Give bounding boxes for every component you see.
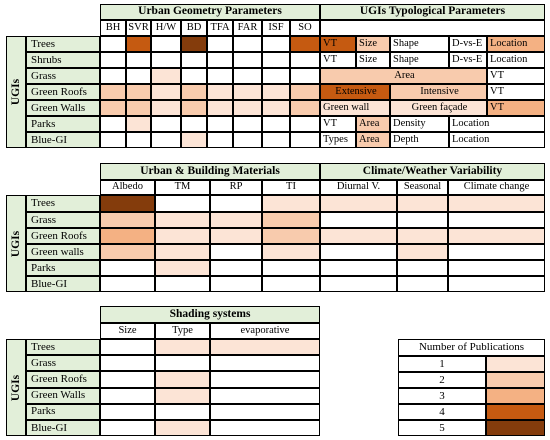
- t3-value-cell: [210, 339, 320, 355]
- t2-row-label: Parks: [26, 260, 100, 276]
- t3-value-cell: [210, 371, 320, 387]
- t3-value-cell: [210, 388, 320, 404]
- t1-typo-cell: Area: [356, 116, 390, 132]
- t1-typo-cell: Location: [449, 116, 545, 132]
- t1-value-cell: [233, 52, 262, 68]
- t3-value-cell: [155, 388, 210, 404]
- t2-value-cell: [262, 195, 320, 212]
- t2-value-cell: [397, 228, 448, 244]
- t1-value-cell: [233, 84, 262, 100]
- legend-item-label: 3: [398, 388, 486, 404]
- t1-typo-cell: Location: [487, 36, 545, 52]
- t2-group2-title: Climate/Weather Variability: [320, 163, 545, 180]
- t1-col-header: BH: [100, 20, 126, 36]
- t2-value-cell: [397, 195, 448, 212]
- t3-row-label: Green Roofs: [26, 371, 100, 387]
- legend-item-label: 4: [398, 404, 486, 420]
- t2-value-cell: [448, 276, 545, 292]
- t1-value-cell: [290, 100, 320, 116]
- t2-value-cell: [320, 212, 397, 228]
- t2-row-label: Grass: [26, 212, 100, 228]
- t1-value-cell: [151, 84, 181, 100]
- t1-value-cell: [151, 116, 181, 132]
- t1-typo-cell: Location: [449, 132, 545, 148]
- t1-value-cell: [100, 84, 126, 100]
- t3-col-header: Type: [155, 323, 210, 339]
- t1-value-cell: [207, 68, 233, 84]
- t2-value-cell: [155, 212, 210, 228]
- t1-value-cell: [207, 36, 233, 52]
- legend-item-label: 1: [398, 356, 486, 372]
- t1-typo-cell: Shape: [390, 52, 449, 68]
- t1-value-cell: [233, 36, 262, 52]
- legend-swatch: [486, 420, 545, 436]
- t3-value-cell: [155, 371, 210, 387]
- t1-value-cell: [262, 84, 290, 100]
- t2-value-cell: [155, 260, 210, 276]
- t2-col-header: RP: [210, 180, 262, 195]
- t2-value-cell: [155, 195, 210, 212]
- t2-value-cell: [320, 228, 397, 244]
- t1-value-cell: [181, 36, 207, 52]
- t1-value-cell: [151, 52, 181, 68]
- t3-value-cell: [100, 420, 155, 436]
- t1-row-label: Shrubs: [26, 52, 100, 68]
- t1-value-cell: [126, 36, 151, 52]
- t1-typo-cell: Area: [320, 68, 487, 84]
- t1-value-cell: [207, 100, 233, 116]
- t1-value-cell: [262, 100, 290, 116]
- legend-swatch: [486, 404, 545, 420]
- t1-value-cell: [290, 52, 320, 68]
- t3-title: Shading systems: [100, 306, 320, 323]
- t2-ugis-label-cell: [6, 195, 26, 292]
- t1-typo-cell: VT: [487, 68, 545, 84]
- t2-value-cell: [100, 244, 155, 260]
- t2-col-header: TI: [262, 180, 320, 195]
- t1-value-cell: [233, 132, 262, 148]
- t2-value-cell: [320, 244, 397, 260]
- t3-value-cell: [100, 404, 155, 420]
- t1-typo-cell: Size: [356, 52, 390, 68]
- ugis-label: UGIs: [10, 230, 23, 257]
- t3-value-cell: [155, 355, 210, 371]
- t1-col-header: FAR: [233, 20, 262, 36]
- t2-value-cell: [397, 212, 448, 228]
- t3-row-label: Green Walls: [26, 388, 100, 404]
- t1-row-label: Parks: [26, 116, 100, 132]
- t2-value-cell: [448, 228, 545, 244]
- t1-value-cell: [207, 116, 233, 132]
- t3-value-cell: [100, 388, 155, 404]
- t2-value-cell: [448, 260, 545, 276]
- t2-value-cell: [210, 195, 262, 212]
- t2-value-cell: [320, 276, 397, 292]
- t1-value-cell: [290, 36, 320, 52]
- t3-value-cell: [100, 371, 155, 387]
- t1-value-cell: [262, 52, 290, 68]
- t1-value-cell: [262, 116, 290, 132]
- t1-typo-cell: Types: [320, 132, 356, 148]
- t1-value-cell: [151, 132, 181, 148]
- legend-swatch: [486, 356, 545, 372]
- t1-value-cell: [181, 84, 207, 100]
- t1-ugis-label-cell: [6, 36, 26, 148]
- t3-value-cell: [155, 339, 210, 355]
- t1-row-label: Grass: [26, 68, 100, 84]
- t1-typo-cell: Intensive: [390, 84, 487, 100]
- t2-value-cell: [210, 228, 262, 244]
- t3-value-cell: [155, 420, 210, 436]
- t2-value-cell: [397, 260, 448, 276]
- t2-col-header: TM: [155, 180, 210, 195]
- t1-typo-cell: Green façade: [390, 100, 487, 116]
- t1-value-cell: [181, 52, 207, 68]
- t1-typo-cell: VT: [320, 52, 356, 68]
- legend-swatch: [486, 388, 545, 404]
- t1-value-cell: [181, 68, 207, 84]
- t1-typo-cell: VT: [320, 116, 356, 132]
- t1-value-cell: [126, 132, 151, 148]
- t2-value-cell: [320, 195, 397, 212]
- t1-value-cell: [207, 52, 233, 68]
- t2-value-cell: [262, 228, 320, 244]
- t1-value-cell: [100, 132, 126, 148]
- t3-value-cell: [155, 404, 210, 420]
- t3-value-cell: [210, 420, 320, 436]
- t1-value-cell: [151, 68, 181, 84]
- t1-value-cell: [126, 116, 151, 132]
- ugis-label: UGIs: [10, 78, 23, 106]
- t2-value-cell: [262, 212, 320, 228]
- t2-row-label: Trees: [26, 195, 100, 212]
- t1-value-cell: [233, 116, 262, 132]
- t1-value-cell: [151, 100, 181, 116]
- t2-value-cell: [210, 212, 262, 228]
- t1-typo-subhead: [320, 20, 545, 36]
- t1-typo-cell: VT: [320, 36, 356, 52]
- t2-group1-title: Urban & Building Materials: [100, 163, 320, 180]
- t2-value-cell: [100, 228, 155, 244]
- legend-title: Number of Publications: [398, 339, 545, 356]
- t1-value-cell: [262, 132, 290, 148]
- t2-col-header: Albedo: [100, 180, 155, 195]
- t1-value-cell: [151, 36, 181, 52]
- t2-value-cell: [448, 212, 545, 228]
- t1-value-cell: [181, 116, 207, 132]
- t1-value-cell: [181, 132, 207, 148]
- ugis-label: UGIs: [10, 374, 23, 401]
- t1-typo-cell: Green wall: [320, 100, 390, 116]
- t2-col-header: Diurnal V.: [320, 180, 397, 195]
- t1-value-cell: [100, 68, 126, 84]
- t1-col-header: H/W: [151, 20, 181, 36]
- t1-col-header: ISF: [262, 20, 290, 36]
- t1-typo-cell: D-vs-E: [449, 52, 487, 68]
- t2-value-cell: [100, 260, 155, 276]
- t1-row-label: Trees: [26, 36, 100, 52]
- t2-value-cell: [100, 276, 155, 292]
- t1-value-cell: [207, 132, 233, 148]
- t1-group1-title: Urban Geometry Parameters: [100, 4, 320, 20]
- t1-value-cell: [262, 68, 290, 84]
- t2-row-label: Green walls: [26, 244, 100, 260]
- t1-typo-cell: Area: [356, 132, 390, 148]
- legend-swatch: [486, 372, 545, 388]
- t1-value-cell: [290, 84, 320, 100]
- t2-value-cell: [448, 244, 545, 260]
- t1-row-label: Green Walls: [26, 100, 100, 116]
- t2-value-cell: [448, 195, 545, 212]
- t1-col-header: BD: [181, 20, 207, 36]
- t3-row-label: Trees: [26, 339, 100, 355]
- t1-typo-cell: Depth: [390, 132, 449, 148]
- t1-typo-cell: Extensive: [320, 84, 390, 100]
- t2-value-cell: [100, 212, 155, 228]
- t1-value-cell: [126, 68, 151, 84]
- t1-col-header: SVR: [126, 20, 151, 36]
- t1-value-cell: [100, 116, 126, 132]
- t1-value-cell: [100, 52, 126, 68]
- t1-value-cell: [290, 68, 320, 84]
- t1-col-header: TFA: [207, 20, 233, 36]
- t2-value-cell: [397, 244, 448, 260]
- t1-value-cell: [290, 116, 320, 132]
- t2-value-cell: [262, 244, 320, 260]
- t1-value-cell: [126, 84, 151, 100]
- t1-typo-cell: Shape: [390, 36, 449, 52]
- t1-row-label: Blue-GI: [26, 132, 100, 148]
- legend-item-label: 5: [398, 420, 486, 436]
- t1-typo-cell: VT: [487, 100, 545, 116]
- t3-value-cell: [210, 404, 320, 420]
- t1-value-cell: [207, 84, 233, 100]
- t1-value-cell: [233, 68, 262, 84]
- t3-ugis-label-cell: [6, 339, 26, 436]
- t2-value-cell: [155, 228, 210, 244]
- t1-value-cell: [126, 100, 151, 116]
- t1-value-cell: [126, 52, 151, 68]
- t3-row-label: Blue-GI: [26, 420, 100, 436]
- t1-row-label: Green Roofs: [26, 84, 100, 100]
- t1-value-cell: [100, 100, 126, 116]
- t3-col-header: Size: [100, 323, 155, 339]
- legend-item-label: 2: [398, 372, 486, 388]
- t1-value-cell: [262, 36, 290, 52]
- t2-value-cell: [262, 260, 320, 276]
- t1-typo-cell: Density: [390, 116, 449, 132]
- t3-col-header: evaporative: [210, 323, 320, 339]
- t2-value-cell: [320, 260, 397, 276]
- t1-typo-cell: Size: [356, 36, 390, 52]
- t2-value-cell: [262, 276, 320, 292]
- t2-row-label: Green Roofs: [26, 228, 100, 244]
- t1-value-cell: [100, 36, 126, 52]
- t3-row-label: Grass: [26, 355, 100, 371]
- t3-value-cell: [100, 339, 155, 355]
- t2-value-cell: [100, 195, 155, 212]
- t1-value-cell: [181, 100, 207, 116]
- t3-value-cell: [100, 355, 155, 371]
- t1-typo-cell: Location: [487, 52, 545, 68]
- t2-value-cell: [155, 244, 210, 260]
- t1-value-cell: [290, 132, 320, 148]
- t3-value-cell: [210, 355, 320, 371]
- t2-col-header: Seasonal: [397, 180, 448, 195]
- t2-value-cell: [210, 276, 262, 292]
- t2-value-cell: [210, 260, 262, 276]
- t2-row-label: Blue-GI: [26, 276, 100, 292]
- t1-group2-title: UGIs Typological Parameters: [320, 4, 545, 20]
- t2-col-header: Climate change: [448, 180, 545, 195]
- t1-value-cell: [233, 100, 262, 116]
- t1-typo-cell: VT: [487, 84, 545, 100]
- t2-value-cell: [155, 276, 210, 292]
- t3-row-label: Parks: [26, 404, 100, 420]
- t1-col-header: SO: [290, 20, 320, 36]
- t1-typo-cell: D-vs-E: [449, 36, 487, 52]
- t2-value-cell: [210, 244, 262, 260]
- t2-value-cell: [397, 276, 448, 292]
